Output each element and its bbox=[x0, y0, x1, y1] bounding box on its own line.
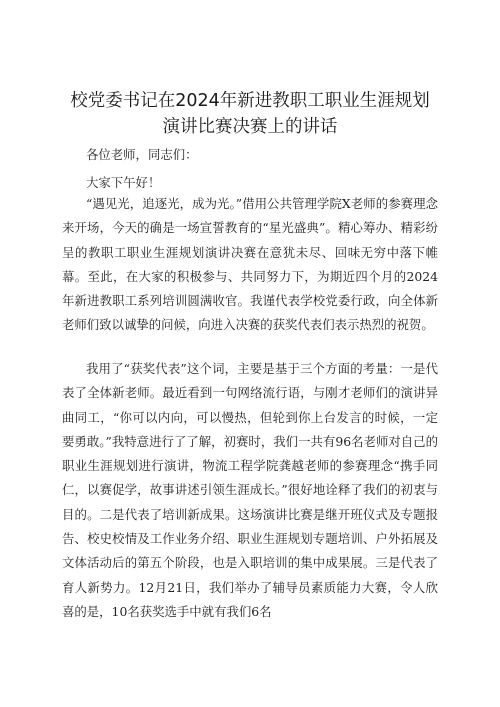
title-line-1: 校党委书记在2024年新进教职工职业生涯规划 bbox=[70, 91, 430, 111]
document-title bbox=[60, 88, 440, 140]
salutation: 各位老师，同志们： bbox=[86, 147, 198, 162]
body-paragraph: “遇见光，追逐光，成为光。”借用公共管理学院X老师的参赛理念来开场，今天的确是一场宣誓教育的“星光盛典”。精心筹办、精彩纷呈的教职工职业生涯规划演讲决赛在意犹未尽、回味无穷中落下帷幕。至此，在大家的积极参与、共同努力下，为期近四个月的2024年新进教职工系列培训圆满收官。我谨代表学校党委行政，向全体新老师们致以诚挚的问候，向进入决赛的获奖代表们表示热烈的祝贺。 bbox=[62, 196, 438, 333]
greeting: 大家下午好！ bbox=[86, 175, 161, 190]
title-line-2: 演讲比赛决赛上的讲话 bbox=[162, 117, 338, 137]
body-paragraph: 我用了“获奖代表”这个词，主要是基于三个方面的考量：一是代表了全体新老师。最近看到一句网络流行语，与刚才老师们的演讲异曲同工，“你可以内向，可以慢热，但轮到你上台发言的时候，一定要勇敢。”我特意进行了了解，初赛时，我们一共有96名老师对自己的职业生涯规划进行演讲，物流工程学院龚越老师的参赛理念“携手同仁，以赛促学，故事讲述引领生涯成长。”很好地诠释了我们的初衷与目的。二是代表了培训新成果。这场演讲比赛是继开班仪式及专题报告、校史校情及工作业务介绍、职业生涯规划专题培训、户外拓展及文体活动后的第五个阶段，也是入职培训的集中成果展。三是代表了育人新势力。12月21日，我们举办了辅导员素质能力大赛，令人欣喜的是，10名获奖选手中就有我们6名 bbox=[62, 361, 438, 619]
